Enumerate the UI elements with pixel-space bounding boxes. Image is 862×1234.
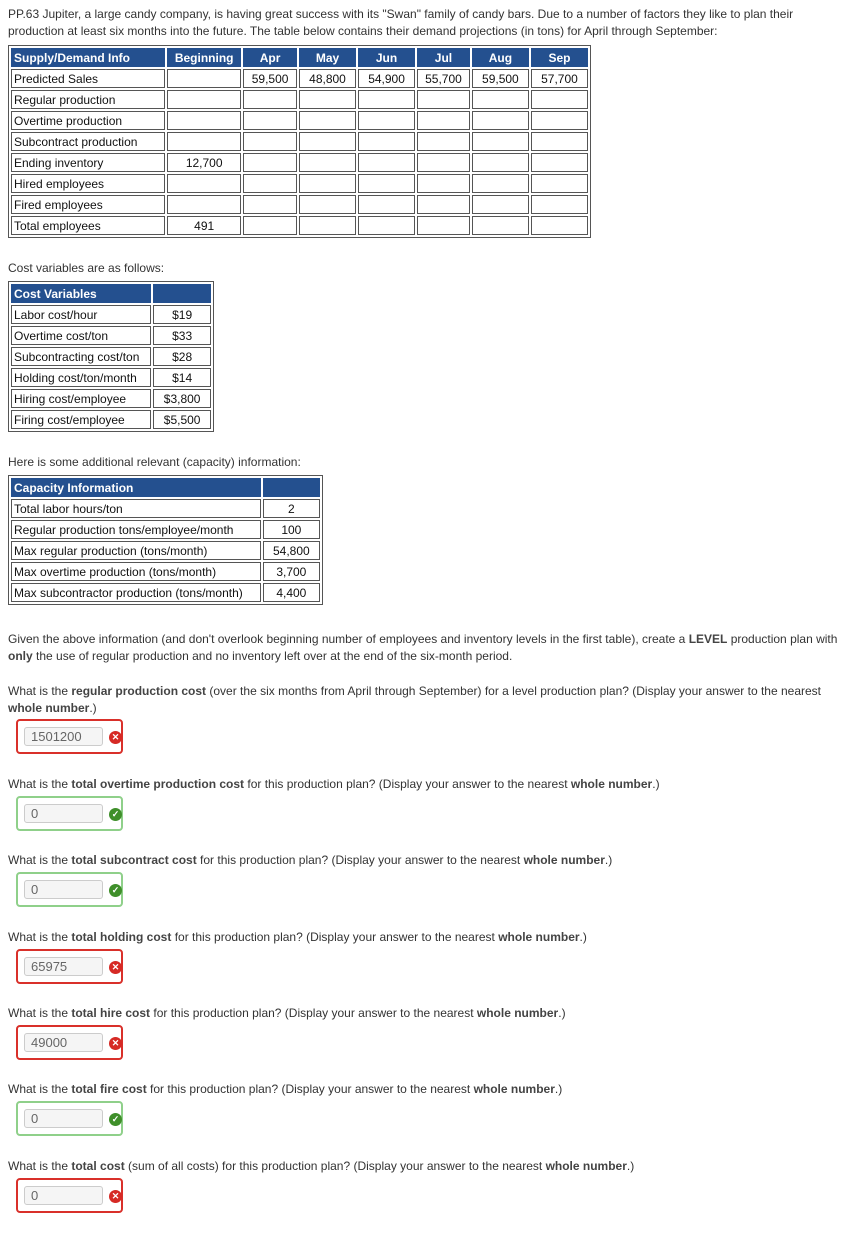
question-topic: total cost [71,1159,125,1173]
cost-table-row [11,305,211,324]
cost-label: Labor cost/hour [11,305,151,324]
value-cell [472,216,529,235]
question-topic: regular production cost [71,684,207,698]
question-topic: total overtime production cost [71,777,245,791]
value-cell [243,216,297,235]
value-cell [531,132,588,151]
capacity-label: Max overtime production (tons/month) [11,562,261,581]
capacity-value: 4,400 [263,583,320,602]
question-pre: What is the [8,853,72,867]
x-circle-icon: ✕ [109,961,122,974]
question-post: .) [579,930,587,944]
supply-table-row [11,111,588,130]
cost-value: $3,800 [153,389,211,408]
value-cell [417,90,470,109]
cost-label: Hiring cost/employee [11,389,151,408]
capacity-value: 2 [263,499,320,518]
capacity-value: 54,800 [263,541,320,560]
question-post: .) [554,1082,563,1096]
question-topic: total holding cost [71,930,172,944]
question-topic: total subcontract cost [71,853,197,867]
cost-label: Subcontracting cost/ton [11,347,151,366]
cost-value: $28 [153,347,211,366]
answer-box [16,1178,123,1213]
capacity-label: Regular production tons/employee/month [11,520,261,539]
supply-table-row [11,216,588,235]
question-mid: for this production plan? (Display your answer to the nearest [150,1006,477,1020]
question-text [8,1158,848,1175]
cost-value: $5,500 [153,410,211,429]
value-cell [417,132,470,151]
value-cell [299,195,356,214]
value-cell [531,195,588,214]
capacity-intro: Here is some additional relevant (capacity) information: [8,455,301,469]
question-text [8,1005,848,1022]
cost-label: Holding cost/ton/month [11,368,151,387]
check-circle-icon: ✓ [109,808,122,821]
cost-label: Firing cost/employee [11,410,151,429]
question-pre: What is the [8,777,72,791]
capacity-value: 3,700 [263,562,320,581]
row-label: Hired employees [11,174,165,193]
supply-table-row [11,132,588,151]
question-precision: whole number [473,1082,555,1096]
capacity-table-row [11,562,320,581]
question-mid: for this production plan? (Display your answer to the nearest [244,777,571,791]
value-cell [167,90,241,109]
capacity-table-row [11,583,320,602]
value-cell [299,132,356,151]
value-cell [417,195,470,214]
answer-input[interactable] [24,957,103,976]
answer-box [16,719,123,754]
question-precision: whole number [570,777,653,791]
value-cell [358,195,415,214]
value-cell [243,111,297,130]
supply-header-cell: Sep [531,48,588,67]
answer-input[interactable] [24,1033,103,1052]
value-cell [531,174,588,193]
value-cell [167,69,241,88]
cost-table-header-row [11,284,211,303]
question-topic: total hire cost [71,1006,151,1020]
row-label: Overtime production [11,111,165,130]
row-label: Total employees [11,216,165,235]
instructions-only: only [8,649,33,663]
row-label: Fired employees [11,195,165,214]
value-cell [531,153,588,172]
capacity-table-row [11,541,320,560]
supply-header-cell: Supply/Demand Info [11,48,165,67]
value-cell [299,216,356,235]
value-cell: 12,700 [167,153,241,172]
capacity-table [8,475,323,605]
question-pre: What is the [8,1006,72,1020]
value-cell [417,153,470,172]
question-mid: for this production plan? (Display your answer to the nearest [171,930,499,944]
question-precision: whole number [8,701,90,715]
supply-header-cell: Beginning [167,48,241,67]
instructions-pre: Given the above information (and don't overlook beginning number of employees and inventory levels in the first table), create a [8,632,689,646]
supply-table-row [11,174,588,193]
supply-table-header-row [11,48,588,67]
value-cell: 55,700 [417,69,470,88]
instructions-mid: production plan with [727,632,838,646]
x-circle-icon: ✕ [109,731,122,744]
value-cell [531,111,588,130]
value-cell: 54,900 [358,69,415,88]
supply-table-row [11,90,588,109]
question-post: .) [626,1159,635,1173]
capacity-label: Max regular production (tons/month) [11,541,261,560]
question-text [8,929,848,946]
cost-variables-table [8,281,214,432]
capacity-label: Max subcontractor production (tons/month) [11,583,261,602]
supply-header-cell: Jun [358,48,415,67]
question-mid: for this production plan? (Display your answer to the nearest [196,853,524,867]
answer-input[interactable] [24,1186,103,1205]
value-cell [358,90,415,109]
x-circle-icon: ✕ [109,1037,122,1050]
value-cell [472,132,529,151]
question-precision: whole number [523,853,605,867]
question-post: .) [558,1006,566,1020]
value-cell [472,90,529,109]
cost-intro: Cost variables are as follows: [8,261,165,275]
answer-input[interactable] [24,1109,103,1128]
cost-table-row [11,410,211,429]
row-label: Ending inventory [11,153,165,172]
question-mid: for this production plan? (Display your answer to the nearest [146,1082,474,1096]
value-cell [167,111,241,130]
cost-value: $33 [153,326,211,345]
cost-value: $19 [153,305,211,324]
cost-header-cell: Cost Variables [11,284,151,303]
question-pre: What is the [8,1159,72,1173]
question-post: .) [604,853,613,867]
value-cell [472,195,529,214]
value-cell [358,111,415,130]
value-cell: 48,800 [299,69,356,88]
value-cell [472,153,529,172]
check-circle-icon: ✓ [109,1113,122,1126]
capacity-table-row [11,520,320,539]
capacity-table-header-row [11,478,320,497]
supply-table-row [11,153,588,172]
x-circle-icon: ✕ [109,1190,122,1203]
question-text [8,683,848,717]
answer-input[interactable] [24,804,103,823]
answer-input[interactable] [24,727,103,746]
value-cell [358,153,415,172]
question-post: .) [652,777,660,791]
answer-box [16,949,123,984]
cost-table-row [11,347,211,366]
value-cell [358,174,415,193]
question-text [8,1081,848,1098]
cost-label: Overtime cost/ton [11,326,151,345]
supply-header-cell: May [299,48,356,67]
problem-intro: PP.63 Jupiter, a large candy company, is having great success with its "Swan" family of candy bars. Due to a number of factors they like to plan their production at least six months into the future. The table below contains their demand projections (in tons) for April through September: [8,7,794,38]
value-cell [167,195,241,214]
value-cell: 59,500 [243,69,297,88]
cost-header-blank [153,284,211,303]
question-precision: whole number [476,1006,559,1020]
check-circle-icon: ✓ [109,884,122,897]
supply-table-row [11,195,588,214]
value-cell [417,111,470,130]
answer-box [16,1025,123,1060]
question-precision: whole number [498,930,580,944]
answer-box [16,1101,123,1136]
capacity-value: 100 [263,520,320,539]
value-cell: 491 [167,216,241,235]
answer-box [16,796,123,831]
question-post: .) [89,701,97,715]
value-cell [417,174,470,193]
value-cell [243,195,297,214]
value-cell [299,153,356,172]
value-cell [243,174,297,193]
instructions-level: LEVEL [688,632,728,646]
question-pre: What is the [8,684,72,698]
value-cell [472,111,529,130]
supply-header-cell: Apr [243,48,297,67]
value-cell [531,90,588,109]
question-text [8,776,848,793]
value-cell [243,132,297,151]
value-cell [167,132,241,151]
value-cell [243,90,297,109]
instructions-post: the use of regular production and no inventory left over at the end of the six-month period. [32,649,513,663]
value-cell [417,216,470,235]
value-cell: 59,500 [472,69,529,88]
cost-table-row [11,326,211,345]
question-precision: whole number [545,1159,627,1173]
capacity-header-blank [263,478,320,497]
question-text [8,852,848,869]
cost-table-row [11,368,211,387]
instructions [8,631,848,665]
value-cell [299,174,356,193]
capacity-header-cell: Capacity Information [11,478,261,497]
question-pre: What is the [8,1082,72,1096]
value-cell [472,174,529,193]
cost-table-row [11,389,211,408]
row-label: Predicted Sales [11,69,165,88]
capacity-label: Total labor hours/ton [11,499,261,518]
answer-box [16,872,123,907]
row-label: Regular production [11,90,165,109]
supply-demand-table [8,45,591,238]
supply-header-cell: Aug [472,48,529,67]
value-cell [358,216,415,235]
value-cell [358,132,415,151]
value-cell [531,216,588,235]
question-pre: What is the [8,930,72,944]
supply-header-cell: Jul [417,48,470,67]
question-mid: (over the six months from April through September) for a level production plan? (Display your answer to the nearest [206,684,822,698]
row-label: Subcontract production [11,132,165,151]
supply-table-row [11,69,588,88]
cost-value: $14 [153,368,211,387]
answer-input[interactable] [24,880,103,899]
capacity-table-row [11,499,320,518]
value-cell [167,174,241,193]
value-cell: 57,700 [531,69,588,88]
value-cell [243,153,297,172]
value-cell [299,111,356,130]
question-topic: total fire cost [71,1082,147,1096]
question-mid: (sum of all costs) for this production plan? (Display your answer to the nearest [124,1159,546,1173]
value-cell [299,90,356,109]
